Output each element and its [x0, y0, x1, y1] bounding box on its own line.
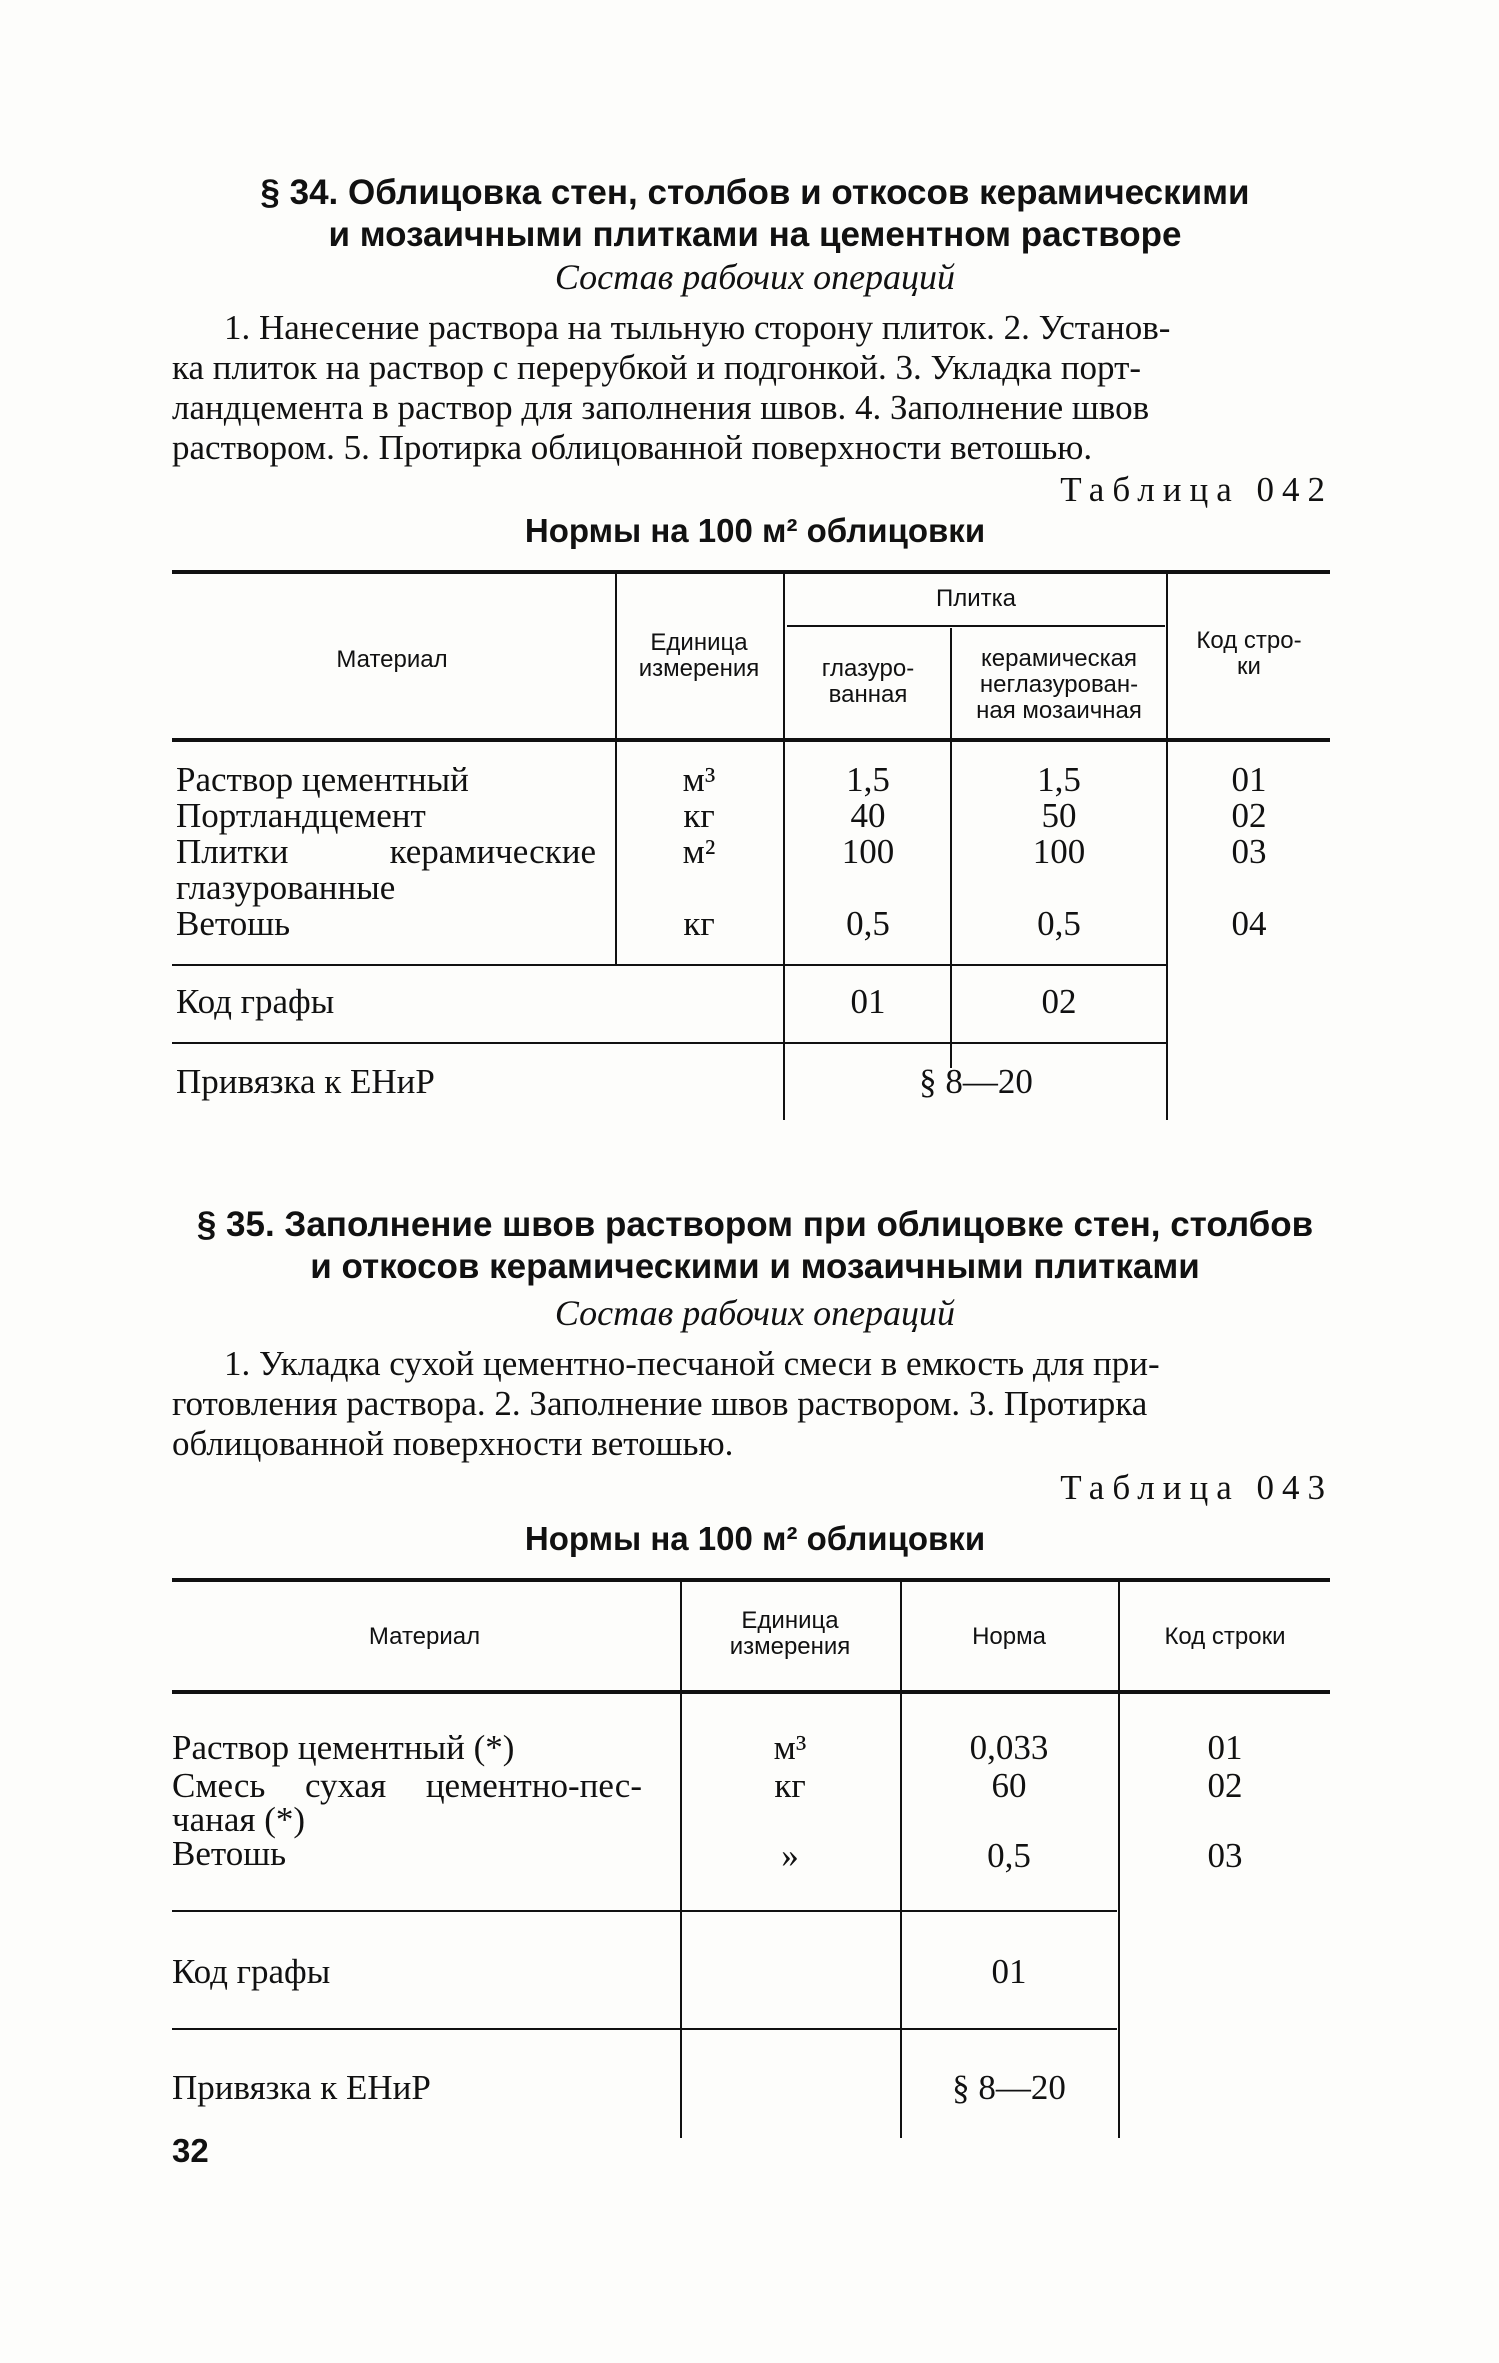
- header-unit-line: Единица: [741, 1607, 839, 1634]
- enir-label: Привязка к ЕНиР: [172, 2068, 431, 2107]
- section-34-title-line1: § 34. Облицовка стен, столбов и откосов керамическими: [260, 173, 1250, 212]
- table-row-code: 03: [1231, 832, 1267, 871]
- table-042-label: Таблица 042: [1060, 470, 1333, 509]
- table-row-unit: м³: [773, 1728, 807, 1767]
- table-row-ceramic: 100: [1032, 832, 1086, 871]
- table-row-code: 01: [1207, 1728, 1243, 1767]
- table-row-norm: 0,033: [969, 1728, 1049, 1767]
- section-34-title: [170, 172, 1340, 256]
- header-ceramic-line: ная мозаичная: [976, 697, 1142, 724]
- table-row-glazed: 1,5: [846, 760, 890, 799]
- table-row-material: Смесь сухая цементно-пес-: [172, 1766, 642, 1805]
- header-unit-line: Единица: [650, 629, 748, 656]
- header-unit-line: измерения: [729, 1633, 851, 1660]
- table-row-unit: »: [781, 1836, 799, 1875]
- table-row-glazed: 40: [850, 796, 886, 835]
- table-row-ceramic: 1,5: [1037, 760, 1081, 799]
- header-norm: Норма: [972, 1623, 1046, 1650]
- header-unit: [617, 630, 781, 682]
- table-row-material-cont: глазурованные: [176, 868, 396, 907]
- table-043-label: Таблица 043: [1060, 1468, 1333, 1507]
- section-35-title-line2: и откосов керамическими и мозаичными плитками: [310, 1247, 1200, 1286]
- section-34-title-line2: и мозаичными плитками на цементном растворе: [328, 215, 1182, 254]
- ops-line: 1. Нанесение раствора на тыльную сторону плиток. 2. Установ-: [224, 308, 1171, 347]
- graph-code-label: Код графы: [172, 1952, 331, 1991]
- header-glazed-line: ванная: [828, 681, 908, 708]
- header-tile: Плитка: [935, 585, 1017, 612]
- table-row-unit: м²: [682, 832, 716, 871]
- table-row-glazed: 100: [841, 832, 895, 871]
- header-ceramic: [953, 646, 1165, 724]
- table-row-norm: 60: [991, 1766, 1027, 1805]
- graph-code-ceramic: 02: [1041, 982, 1077, 1021]
- table-row-material: Ветошь: [176, 904, 291, 943]
- header-glazed-line: глазуро-: [821, 655, 915, 682]
- table-row-norm: 0,5: [987, 1836, 1031, 1875]
- header-row-code: [1168, 628, 1330, 680]
- ops-line: ка плиток на раствор с перерубкой и подгонкой. 3. Укладка порт-: [172, 348, 1142, 387]
- table-row-ceramic: 50: [1041, 796, 1077, 835]
- table-row-code: 04: [1231, 904, 1267, 943]
- table-042-title: Нормы на 100 м² облицовки: [524, 512, 986, 549]
- enir-value: § 8—20: [919, 1062, 1033, 1101]
- ops-line: облицованной поверхности ветошью.: [172, 1424, 734, 1463]
- table-row-ceramic: 0,5: [1037, 904, 1081, 943]
- header-unit-line: измерения: [638, 655, 760, 682]
- table-row-code: 02: [1207, 1766, 1243, 1805]
- section-35-title: [170, 1204, 1340, 1288]
- table-row-code: 03: [1207, 1836, 1243, 1875]
- table-row-code: 02: [1231, 796, 1267, 835]
- table-row-material: Ветошь: [172, 1834, 287, 1873]
- ops-line: раствором. 5. Протирка облицованной поверхности ветошью.: [172, 428, 1093, 467]
- table-row-material-cont: чаная (*): [172, 1800, 306, 1839]
- enir-value: § 8—20: [952, 2068, 1066, 2107]
- header-row-code: Код строки: [1164, 1623, 1286, 1650]
- table-row-unit: кг: [683, 796, 715, 835]
- section-34-ops-text: [172, 308, 1332, 468]
- header-unit: [682, 1608, 898, 1660]
- graph-code-label: Код графы: [176, 982, 335, 1021]
- header-ceramic-line: керамическая: [981, 645, 1137, 672]
- header-material: Материал: [368, 1623, 481, 1650]
- table-row-material: Портландцемент: [176, 796, 426, 835]
- page-number: 32: [172, 2132, 209, 2169]
- table-row-unit: м³: [682, 760, 716, 799]
- table-043-title: Нормы на 100 м² облицовки: [524, 1520, 986, 1557]
- section-34-ops-heading: Состав рабочих операций: [554, 257, 956, 297]
- header-material: Материал: [336, 646, 448, 673]
- header-glazed: [787, 656, 949, 708]
- ops-line: готовления раствора. 2. Заполнение швов раствором. 3. Протирка: [172, 1384, 1148, 1423]
- graph-code-glazed: 01: [850, 982, 886, 1021]
- table-row-unit: кг: [774, 1766, 806, 1805]
- section-35-ops-text: [172, 1344, 1332, 1464]
- ops-line: 1. Укладка сухой цементно-песчаной смеси в емкость для при-: [224, 1344, 1160, 1383]
- section-35-ops-heading: Состав рабочих операций: [554, 1293, 956, 1333]
- table-row-material: Плитки керамические: [176, 832, 596, 871]
- table-row-material: Раствор цементный (*): [172, 1728, 515, 1767]
- section-35-title-line1: § 35. Заполнение швов раствором при облицовке стен, столбов: [196, 1205, 1314, 1244]
- table-row-code: 01: [1231, 760, 1267, 799]
- table-row-unit: кг: [683, 904, 715, 943]
- enir-label: Привязка к ЕНиР: [176, 1062, 435, 1101]
- table-row-material: Раствор цементный: [176, 760, 469, 799]
- table-row-glazed: 0,5: [846, 904, 890, 943]
- header-ceramic-line: неглазурован-: [979, 671, 1139, 698]
- header-code-line: ки: [1237, 653, 1261, 680]
- ops-line: ландцемента в раствор для заполнения швов. 4. Заполнение швов: [172, 388, 1150, 427]
- header-code-line: Код стро-: [1196, 627, 1302, 654]
- graph-code-norm: 01: [991, 1952, 1027, 1991]
